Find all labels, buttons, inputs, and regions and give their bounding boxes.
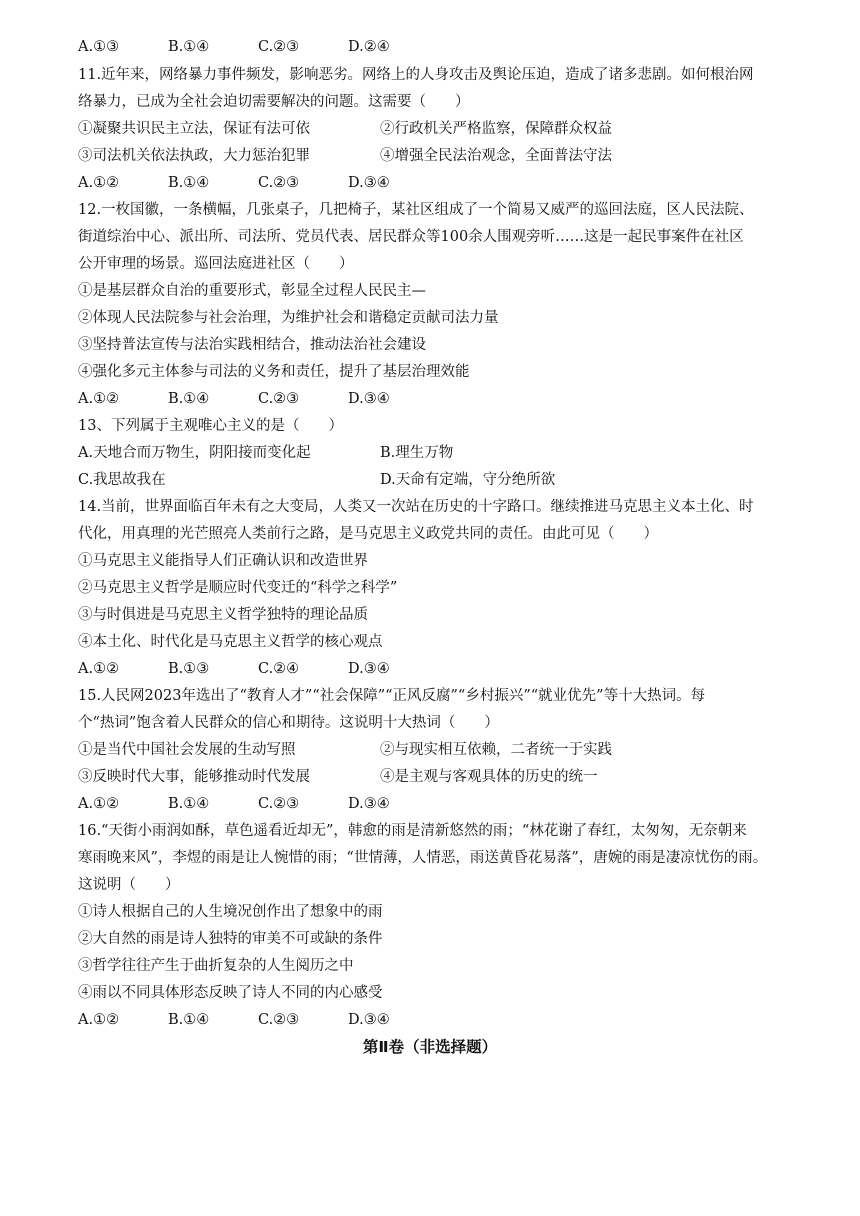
q16-option-a: A.①② xyxy=(78,1012,120,1028)
q11-statement-2: ②行政机关严格监察，保障群众权益 xyxy=(380,121,612,137)
q13-option-d: D.天命有定端，守分绝所欲 xyxy=(380,472,556,488)
q16-statement-3: ③哲学往往产生于曲折复杂的人生阅历之中 xyxy=(78,958,354,974)
q12-statement-4: ④强化多元主体参与司法的义务和责任，提升了基层治理效能 xyxy=(78,364,470,380)
q11-statement-1: ①凝聚共识民主立法，保证有法可依 xyxy=(78,121,310,137)
q11-option-b: B.①④ xyxy=(168,175,210,191)
q14-option-c: C.②④ xyxy=(258,661,300,677)
q13-option-c: C.我思故我在 xyxy=(78,472,166,488)
q16-option-b: B.①④ xyxy=(168,1012,210,1028)
q16-option-c: C.②③ xyxy=(258,1012,300,1028)
q16-statement-4: ④雨以不同具体形态反映了诗人不同的内心感受 xyxy=(78,985,383,1001)
q13-option-a: A.天地合而万物生，阴阳接而变化起 xyxy=(78,445,311,461)
q15-option-d: D.③④ xyxy=(348,796,390,812)
q11-stem-line-1: 11.近年来，网络暴力事件频发，影响恶劣。网络上的人身攻击及舆论压迫，造成了诸多悲剧。如何根治网 xyxy=(78,67,754,83)
q14-option-a: A.①② xyxy=(78,661,120,677)
q14-statement-1: ①马克思主义能指导人们正确认识和改造世界 xyxy=(78,553,368,569)
q15-statement-2: ②与现实相互依赖，二者统一于实践 xyxy=(380,742,612,758)
q12-statement-1: ①是基层群众自治的重要形式，彰显全过程人民民主— xyxy=(78,283,426,299)
q13-stem: 13、下列属于主观唯心主义的是（ ） xyxy=(78,418,343,434)
q16-statement-1: ①诗人根据自己的人生境况创作出了想象中的雨 xyxy=(78,904,383,920)
q15-option-a: A.①② xyxy=(78,796,120,812)
q11-stem-line-2: 络暴力，已成为全社会迫切需要解决的问题。这需要（ ） xyxy=(78,94,470,110)
q15-stem-line-2: 个“热词”饱含着人民群众的信心和期待。这说明十大热词（ ） xyxy=(78,715,499,731)
q15-statement-1: ①是当代中国社会发展的生动写照 xyxy=(78,742,296,758)
q14-statement-4: ④本土化、时代化是马克思主义哲学的核心观点 xyxy=(78,634,383,650)
q13-option-b: B.理生万物 xyxy=(380,445,454,461)
q12-stem-line-3: 公开审理的场景。巡回法庭进社区（ ） xyxy=(78,256,354,272)
q16-stem-line-1: 16.“天街小雨润如酥，草色遥看近却无”，韩愈的雨是清新悠然的雨；“林花谢了春红，太匆匆，无奈朝来 xyxy=(78,823,747,839)
q12-statement-2: ②体现人民法院参与社会治理，为维护社会和谐稳定贡献司法力量 xyxy=(78,310,499,326)
q12-option-a: A.①② xyxy=(78,391,120,407)
q15-statement-4: ④是主观与客观具体的历史的统一 xyxy=(380,769,598,785)
q11-statement-3: ③司法机关依法执政，大力惩治犯罪 xyxy=(78,148,310,164)
q10-option-a: A.①③ xyxy=(78,39,120,55)
q15-stem-line-1: 15.人民网2023年选出了“教育人才”“社会保障”“正风反腐”“乡村振兴”“就业优先”等十大热词。每 xyxy=(78,688,706,704)
q12-stem-line-2: 街道综治中心、派出所、司法所、党员代表、居民群众等100余人围观旁听……这是一起民事案件在社区 xyxy=(78,229,744,245)
q15-option-b: B.①④ xyxy=(168,796,210,812)
q12-option-d: D.③④ xyxy=(348,391,390,407)
q14-option-d: D.③④ xyxy=(348,661,390,677)
q12-stem-line-1: 12.一枚国徽，一条横幅，几张桌子，几把椅子，某社区组成了一个简易又威严的巡回法庭，区人民法院、 xyxy=(78,202,754,218)
q14-stem-line-2: 代化，用真理的光芒照亮人类前行之路，是马克思主义政党共同的责任。由此可见（ ） xyxy=(78,526,658,542)
q15-statement-3: ③反映时代大事，能够推动时代发展 xyxy=(78,769,310,785)
q14-stem-line-1: 14.当前，世界面临百年未有之大变局，人类又一次站在历史的十字路口。继续推进马克思主义本土化、时 xyxy=(78,499,754,515)
q12-option-c: C.②③ xyxy=(258,391,300,407)
q11-option-c: C.②③ xyxy=(258,175,300,191)
q11-option-a: A.①② xyxy=(78,175,120,191)
q14-statement-3: ③与时俱进是马克思主义哲学独特的理论品质 xyxy=(78,607,368,623)
q16-stem-line-2: 寒雨晚来风”，李煜的雨是让人惋惜的雨；“世情薄，人情恶，雨送黄昏花易落”，唐婉的雨是凄凉忧伤的雨。 xyxy=(78,850,768,866)
q10-option-c: C.②③ xyxy=(258,39,300,55)
q15-option-c: C.②③ xyxy=(258,796,300,812)
q12-option-b: B.①④ xyxy=(168,391,210,407)
q12-statement-3: ③坚持普法宣传与法治实践相结合，推动法治社会建设 xyxy=(78,337,426,353)
section-title: 第Ⅱ卷（非选择题） xyxy=(362,1038,498,1056)
q16-stem-line-3: 这说明（ ） xyxy=(78,877,180,893)
q11-option-d: D.③④ xyxy=(348,175,390,191)
q14-option-b: B.①③ xyxy=(168,661,210,677)
q10-option-d: D.②④ xyxy=(348,39,390,55)
q16-statement-2: ②大自然的雨是诗人独特的审美不可或缺的条件 xyxy=(78,931,383,947)
q16-option-d: D.③④ xyxy=(348,1012,390,1028)
q10-option-b: B.①④ xyxy=(168,39,210,55)
q11-statement-4: ④增强全民法治观念，全面普法守法 xyxy=(380,148,612,164)
q14-statement-2: ②马克思主义哲学是顺应时代变迁的“科学之科学” xyxy=(78,580,398,596)
